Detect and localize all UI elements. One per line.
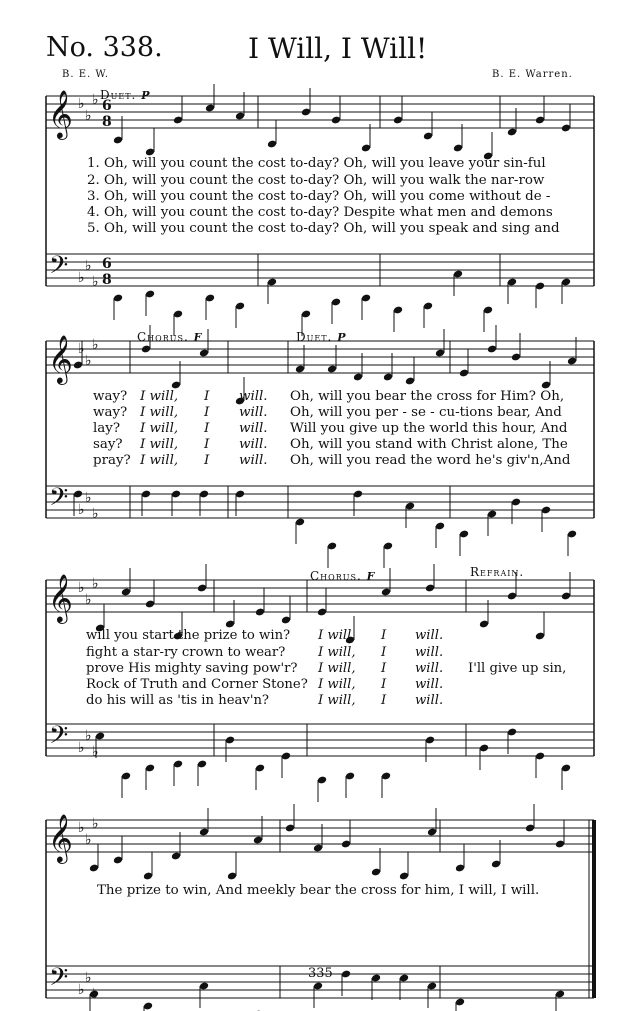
verse-line-5: 5. Oh, will you count the cost to-day? Oh, will you speak and sing and [87,221,560,236]
time-sig-bottom: 8 [102,272,112,288]
verse4-i1: I will, [318,677,356,692]
bass-clef-icon: 𝄢 [49,721,69,756]
verse1-next: Oh, will you bear the cross for Him? Oh, [290,389,565,404]
page-number: 335 [308,966,333,981]
verse4-i2: I [381,677,387,692]
verse2-i1: I will, [140,405,179,420]
flat-sign-icon: ♭ [92,337,99,353]
verse2-i2: I [381,645,387,660]
verse4-i2: I [204,437,210,452]
verse2-next: Oh, will you per - se - cu-tions bear, And [290,405,562,420]
verse5-i1: I will, [140,453,179,468]
verse1-end: way? [93,389,128,404]
flat-sign-icon: ♭ [92,92,99,108]
hymn-title: I Will, I Will! [248,32,428,65]
verse1-i2: I [204,389,210,404]
verse5-i2: I [204,453,210,468]
forte-mark-2: f [366,565,376,584]
time-sig-bottom: 8 [102,114,112,130]
words-credit: B. E. W. [62,69,110,80]
verse5-i1: I will, [318,693,356,708]
verse4-i1: I will, [140,437,179,452]
verse3-tail: I'll give up sin, [468,661,567,676]
refrain-mark: Refrain. [470,565,525,579]
verse5-i3: will. [239,453,268,468]
verse1-i1: I will, [318,628,356,643]
bass-clef-icon: 𝄢 [49,963,69,998]
flat-sign-icon: ♭ [78,341,85,357]
verse3-i1: I will, [318,661,356,676]
flat-sign-icon: ♭ [92,274,99,290]
flat-sign-icon: ♭ [92,816,99,832]
duet-mark: Duet. p [100,84,151,103]
hymn-number: No. 338. [46,32,163,63]
flat-sign-icon: ♭ [78,982,85,998]
verse2-i1: I will, [318,645,356,660]
verse5-line: do his will as 'tis in heav'n? [86,693,270,708]
flat-sign-icon: ♭ [78,580,85,596]
flat-sign-icon: ♭ [85,258,92,274]
chorus-mark: Chorus. f [137,326,203,345]
duet-mark-2: Duet. p [296,326,347,345]
time-sig-top: 6 [102,256,112,272]
verse4-end: say? [93,437,123,452]
verse3-i2: I [381,661,387,676]
time-sig-top: 6 [102,98,112,114]
verse4-i3: will. [415,677,444,692]
flat-sign-icon: ♭ [92,744,99,760]
piano-mark: p [141,84,151,103]
verse2-i2: I [204,405,210,420]
flat-sign-icon: ♭ [78,270,85,286]
flat-sign-icon: ♭ [85,970,92,986]
treble-clef-icon: 𝄞 [48,334,73,383]
verse1-i3: will. [239,389,268,404]
verse4-next: Oh, will you stand with Christ alone, The [290,437,568,452]
verse3-end: lay? [93,421,121,436]
verse4-line: Rock of Truth and Corner Stone? [86,677,308,692]
chorus-mark-2: Chorus. f [310,565,376,584]
flat-sign-icon: ♭ [78,502,85,518]
verse-line-3: 3. Oh, will you count the cost to-day? Oh, will you come without de - [87,189,551,204]
flat-sign-icon: ♭ [78,740,85,756]
verse-line-2: 2. Oh, will you count the cost to-day? Oh, will you walk the nar-row [87,173,545,188]
flat-sign-icon: ♭ [78,96,85,112]
verse2-line: fight a star-ry crown to wear? [86,645,286,660]
flat-sign-icon: ♭ [92,576,99,592]
verse1-i2: I [381,628,387,643]
verse2-i3: will. [239,405,268,420]
flat-sign-icon: ♭ [78,820,85,836]
verse-line-1: 1. Oh, will you count the cost to-day? Oh, will you leave your sin-ful [87,156,546,171]
bass-clef-icon: 𝄢 [49,251,69,286]
verse3-i2: I [204,421,210,436]
music-credit: B. E. Warren. [492,69,573,80]
forte-mark: f [193,326,203,345]
verse-line-4: 4. Oh, will you count the cost to-day? Despite what men and demons [87,205,553,220]
verse4-i3: will. [239,437,268,452]
bass-clef-icon: 𝄢 [49,483,69,518]
verse5-end: pray? [93,453,131,468]
flat-sign-icon: ♭ [85,353,92,369]
refrain-line: The prize to win, And meekly bear the cross for him, I will, I will. [97,883,540,898]
verse3-i3: will. [239,421,268,436]
flat-sign-icon: ♭ [85,728,92,744]
flat-sign-icon: ♭ [85,108,92,124]
verse2-i3: will. [415,645,444,660]
flat-sign-icon: ♭ [92,506,99,522]
treble-clef-icon: 𝄞 [48,573,73,622]
verse2-end: way? [93,405,128,420]
verse1-i1: I will, [140,389,179,404]
verse3-next: Will you give up the world this hour, And [290,421,568,436]
verse3-i3: will. [415,661,444,676]
flat-sign-icon: ♭ [85,592,92,608]
verse3-i1: I will, [140,421,179,436]
verse5-next: Oh, will you read the word he's giv'n,And [290,453,571,468]
verse5-i2: I [381,693,387,708]
verse1-line: will you start the prize to win? [86,628,291,643]
treble-clef-icon: 𝄞 [48,813,73,862]
verse5-i3: will. [415,693,444,708]
flat-sign-icon: ♭ [85,832,92,848]
treble-clef-icon: 𝄞 [48,89,73,138]
verse1-i3: will. [415,628,444,643]
flat-sign-icon: ♭ [85,490,92,506]
verse3-line: prove His mighty saving pow'r? [86,661,298,676]
piano-mark-2: p [337,326,347,345]
